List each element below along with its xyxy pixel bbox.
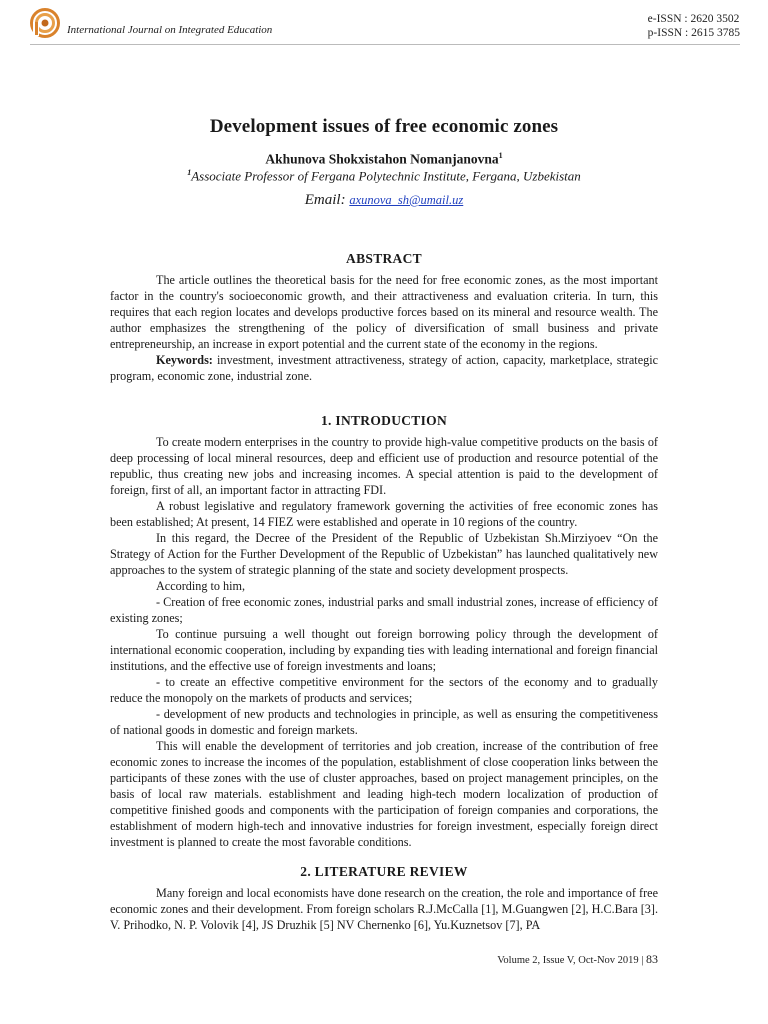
email-line [0, 192, 768, 209]
literature-body [110, 885, 658, 933]
email-label: Email: [304, 192, 350, 208]
abstract-body [110, 272, 658, 384]
intro-paragraph: - to create an effective competitive environment for the sectors of the economy and to gradually reduce the monopoly on the markets of products and services; [110, 675, 658, 705]
introduction-heading: 1. INTRODUCTION [320, 413, 447, 428]
author-name: Akhunova Shokxistahon Nomanjanovna [265, 151, 499, 167]
paper-title: Development issues of free economic zones [209, 116, 559, 137]
keywords-label: Keywords: [156, 353, 213, 367]
intro-paragraph: - development of new products and technologies in principle, as well as ensuring the competitiveness of national goods in domestic and foreign markets. [110, 707, 658, 737]
header-rule [30, 44, 740, 45]
eissn: e-ISSN : 2620 3502 [647, 13, 740, 25]
email-link[interactable]: axunova_sh@umail.uz [349, 193, 464, 207]
keywords-text: investment, investment attractiveness, strategy of action, capacity, marketplace, strategic program, economic zone, industrial zone. [110, 353, 658, 383]
abstract-text: The article outlines the theoretical basis for the need for free economic zones, as the most important factor in the country's socioeconomic growth, and their attractiveness and evaluation criteria. In turn, this requires that each region locates and develops productive forces based on its mineral and resource wealth. The author emphasizes the strengthening of the policy of diversification of small business and private entrepreneurship, an increase in export potential and the current state of the economy in the regions. [110, 273, 658, 351]
intro-paragraph: In this regard, the Decree of the President of the Republic of Uzbekistan Sh.Mirziyoev “On the Strategy of Action for the Further Development of the Republic of Uzbekistan” has launched qualitatively new approaches to the system of strategic planning of the state and society development prospects. [110, 531, 658, 577]
intro-paragraph: - Creation of free economic zones, industrial parks and small industrial zones, increase of efficiency of existing zones; [110, 595, 658, 625]
page-number: 83 [646, 952, 658, 966]
intro-paragraph: This will enable the development of territories and job creation, increase of the contribution of free economic zones to increase the incomes of the population, establishment of close cooperation links between the participants of these zones with the use of cluster approaches, based on project management principles, on the basis of local raw materials. establishment and leading high-tech modern localization of production of competitive finished goods and components with the participation of foreign companies and corporations, the establishment of modern high-tech and innovative industries for foreign investment, especially foreign direct investment is planned to create the most favorable conditions. [110, 739, 658, 849]
pissn: p-ISSN : 2615 3785 [647, 27, 740, 39]
affiliation-sup: 1 [187, 168, 192, 177]
abstract-heading: ABSTRACT [346, 251, 422, 266]
intro-paragraph: A robust legislative and regulatory framework governing the activities of free economic zones has been established; At present, 14 FIEZ were established and operate in 10 regions of the country. [110, 499, 658, 529]
volume-info: Volume 2, Issue V, Oct-Nov 2019 | [497, 955, 646, 966]
author-sup: 1 [498, 151, 503, 160]
keywords-paragraph [110, 352, 658, 384]
author-line [0, 151, 768, 168]
affiliation: Associate Professor of Fergana Polytechnic Institute, Fergana, Uzbekistan [191, 168, 581, 184]
literature-heading: 2. LITERATURE REVIEW [300, 864, 468, 879]
intro-paragraph: To continue pursuing a well thought out foreign borrowing policy through the development of international economic cooperation, including by expanding ties with leading international and foreign financial institutions, and the effective use of foreign investments and loans; [110, 627, 658, 673]
affiliation-line [0, 168, 768, 184]
intro-paragraph: To create modern enterprises in the country to provide high-value competitive products on the basis of deep processing of local mineral resources, deep and efficient use of production and resource potential of the republic, thus creating new jobs and increasing incomes. A special attention is paid to the development of foreign, first of all, an important factor in attracting FDI. [110, 435, 658, 497]
literature-paragraph: Many foreign and local economists have done research on the creation, the role and importance of free economic zones and their development. From foreign scholars R.J.McCalla [1], M.Guangwen [2], H.C.Bara [3]. V. Prihodko, N. P. Volovik [4], JS Druzhik [5] NV Chernenko [6], Yu.Kuznetsov [7], PA [110, 886, 658, 932]
issn-block [648, 12, 740, 40]
journal-logo-icon [30, 8, 60, 38]
journal-name: International Journal on Integrated Education [67, 24, 273, 36]
intro-paragraph: According to him, [156, 579, 246, 593]
introduction-body [110, 434, 658, 850]
page-footer [497, 952, 658, 967]
